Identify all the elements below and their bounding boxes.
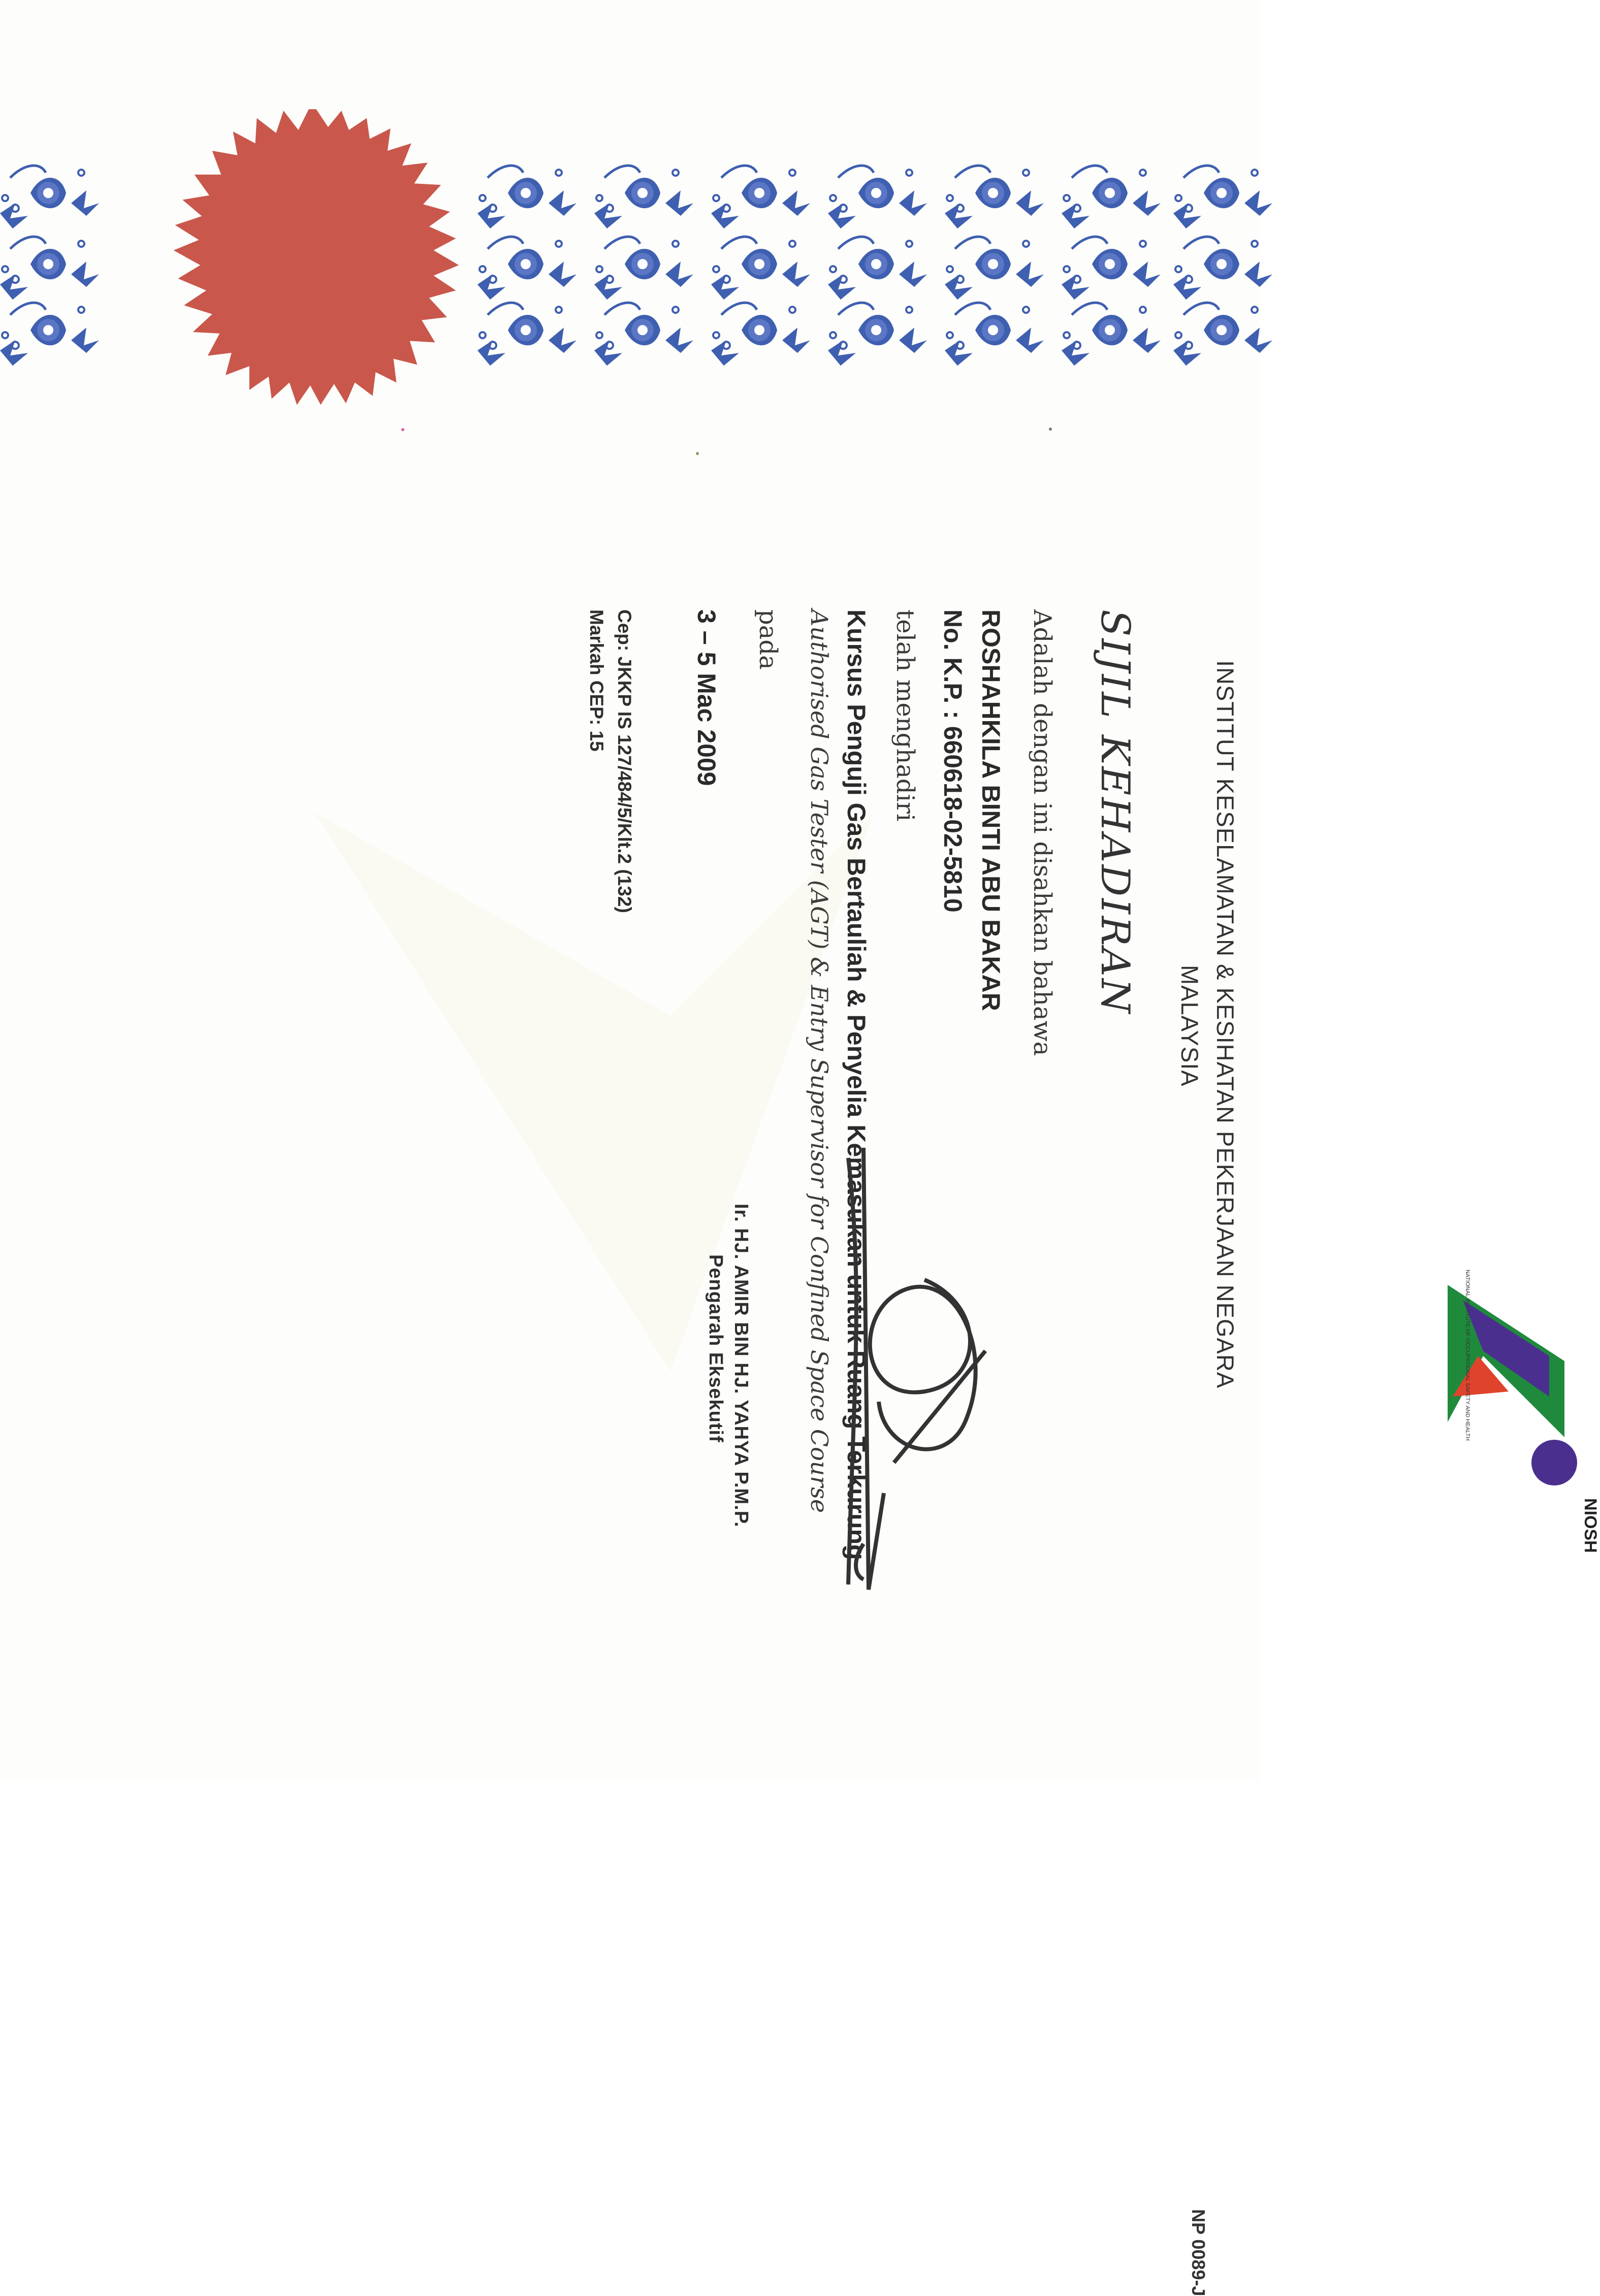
on-text: pada <box>754 609 782 670</box>
niosh-logo-subtitle: NATIONAL INSTITUTE OF OCCUPATIONAL SAFETY AND HEALTH <box>1464 1270 1470 1441</box>
niosh-logo <box>1432 1270 1585 1493</box>
cep-reference: Cep: JKKP IS 127/484/5/Klt.2 (132) <box>614 609 635 913</box>
course-subtitle: Authorised Gas Tester (AGT) & Entry Supervisor for Confined Space Course <box>806 609 833 1513</box>
institute-country: MALAYSIA <box>1176 965 1203 1087</box>
cep-marks: Markah CEP: 15 <box>586 609 607 752</box>
reference-number: NP 0089-J <box>1188 2209 1209 2296</box>
niosh-logo-name: NIOSH <box>1581 1498 1600 1553</box>
course-date: 3 – 5 Mac 2009 <box>692 609 721 786</box>
red-seal <box>168 107 465 409</box>
signatory-position: Pengarah Eksekutif <box>705 1254 726 1443</box>
certificate-body <box>25 609 1600 2296</box>
recipient-name: ROSHAHKILA BINTI ABU BAKAR <box>977 609 1005 1011</box>
certificate-title: SIJIL KEHADIRAN <box>1092 609 1138 1016</box>
institute-name: INSTITUT KESELAMATAN & KESIHATAN PEKERJAAN NEGARA <box>1212 660 1239 1389</box>
attended-text: telah menghadiri <box>891 609 919 822</box>
signature <box>838 1138 1016 1595</box>
intro-text: Adalah dengan ini disahkan bahawa <box>1028 609 1057 1056</box>
ic-number: No. K.P. : 660618-02-5810 <box>939 609 967 913</box>
signatory-name: Ir. HJ. AMIR BIN HJ. YAHYA P.M.P. <box>730 1204 752 1528</box>
scan-speck <box>401 428 404 431</box>
scan-speck <box>1049 428 1052 431</box>
scan-speck <box>696 452 699 455</box>
course-title: Kursus Penguji Gas Bertauliah & Penyelia Kemasukan untuk Ruang Terkurung <box>842 609 871 1560</box>
